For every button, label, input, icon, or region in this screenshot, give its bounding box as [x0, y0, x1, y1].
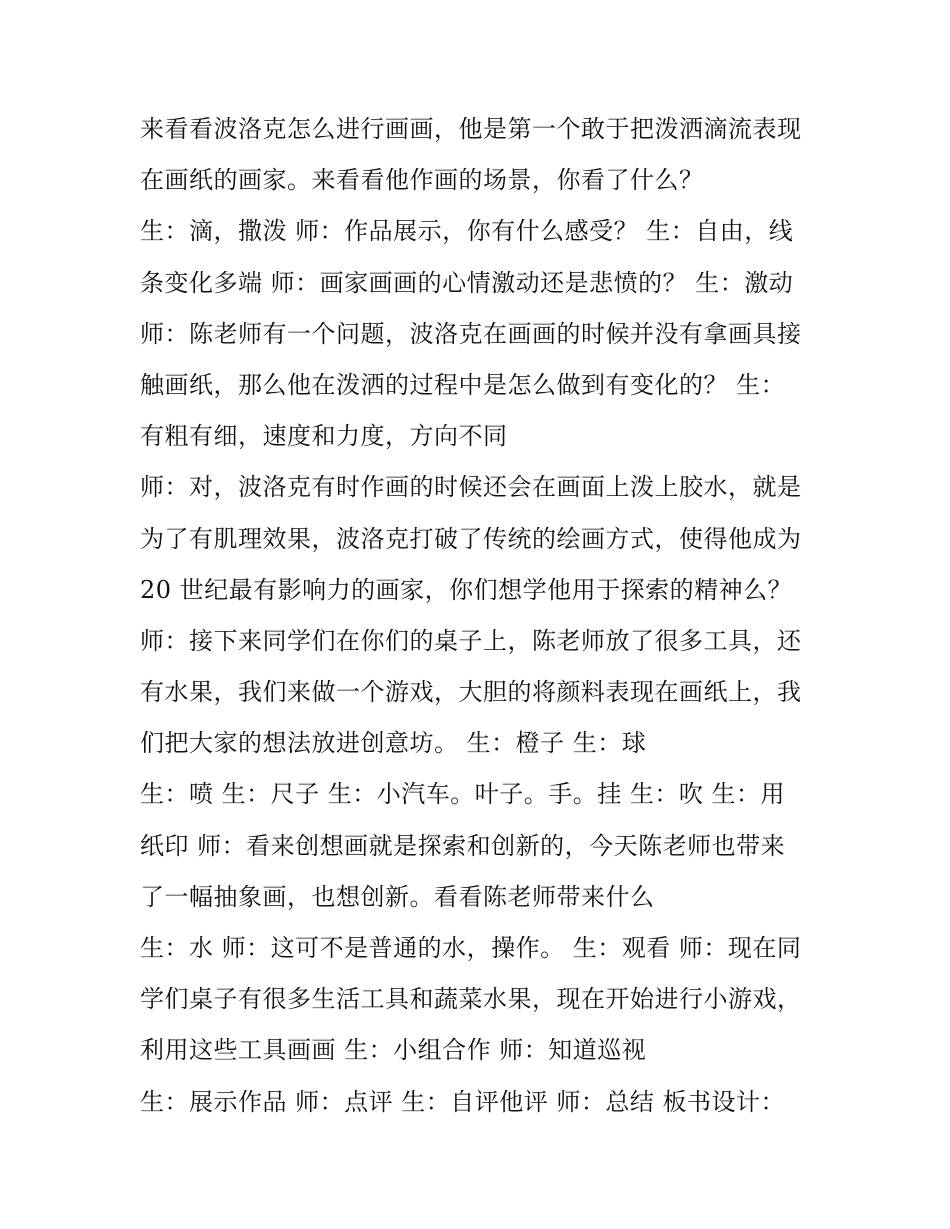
text-line: 师：对，波洛克有时作画的时候还会在画面上泼上胶水，就是: [140, 473, 802, 502]
text-line: 生：滴，撒泼 师：作品展示，你有什么感受？ 生：自由，线: [140, 217, 794, 246]
text-line: 为了有肌理效果，波洛克打破了传统的绘画方式，使得他成为: [140, 524, 802, 553]
text-line: 生：喷 生：尺子 生：小汽车。叶子。手。挂 生：吹 生：用: [140, 780, 786, 809]
text-line: 在画纸的画家。来看看他作画的场景，你看了什么？: [140, 166, 704, 195]
text-line: 来看看波洛克怎么进行画画，他是第一个敢于把泼洒滴流表现: [140, 115, 802, 143]
text-line: 生：展示作品 师：点评 生：自评他评 师：总结 板书设计：: [140, 1087, 786, 1116]
text-line: 触画纸，那么他在泼洒的过程中是怎么做到有变化的？ 生：: [140, 370, 786, 399]
text-line: 纸印 师：看来创想画就是探索和创新的，今天陈老师也带来: [140, 831, 786, 860]
text-line: 生：水 师：这可不是普通的水，操作。 生：观看 师：现在同: [140, 934, 802, 962]
text-line: 有水果，我们来做一个游戏，大胆的将颜料表现在画纸上，我: [140, 678, 802, 707]
text-line: 了一幅抽象画，也想创新。看看陈老师带来什么: [140, 882, 655, 911]
text-line: 20 世纪最有影响力的画家，你们想学他用于探索的精神么？: [140, 575, 793, 604]
text-line: 师：陈老师有一个问题，波洛克在画画的时候并没有拿画具接: [140, 319, 802, 348]
text-line: 师：接下来同学们在你们的桌子上，陈老师放了很多工具，还: [140, 626, 802, 655]
text-line: 有粗有细，速度和力度，方向不同: [140, 422, 508, 451]
text-line: 利用这些工具画画 生：小组合作 师：知道巡视: [140, 1036, 647, 1065]
text-line: 条变化多端 师：画家画画的心情激动还是悲愤的？ 生：激动: [140, 268, 794, 297]
body-text: [140, 104, 820, 1128]
text-line: 学们桌子有很多生活工具和蔬菜水果，现在开始进行小游戏，: [140, 985, 802, 1014]
text-line: 们把大家的想法放进创意坊。 生：橙子 生：球: [140, 729, 647, 758]
